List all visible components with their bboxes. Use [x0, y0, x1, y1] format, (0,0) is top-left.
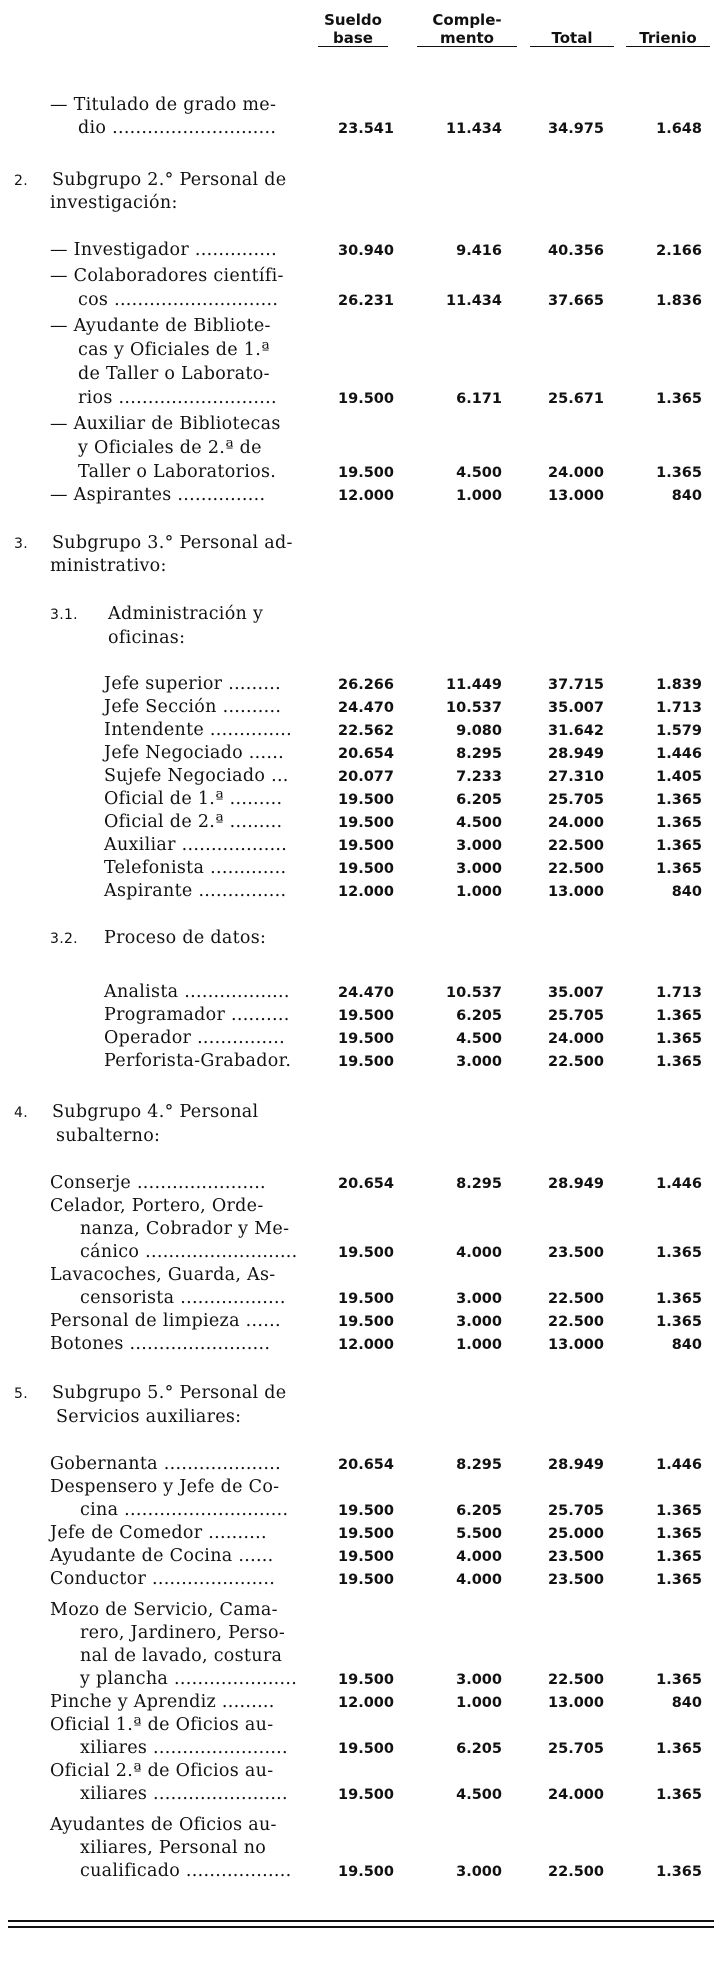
row-label: Jefe de Comedor .......... [50, 1523, 267, 1543]
row-label: Conserje ...................... [50, 1173, 266, 1193]
table-row [0, 1546, 721, 1570]
row-label-line [0, 1219, 721, 1243]
trienio-value: 1.365 [656, 1245, 702, 1261]
complemento-value: 6.205 [456, 792, 502, 808]
sueldo-base-value: 24.470 [338, 985, 394, 1001]
header-trienio [626, 28, 710, 47]
row-label: xiliares ....................... [80, 1784, 288, 1804]
row-label: Ayudante de Cocina ...... [50, 1546, 274, 1566]
complemento-value: 1.000 [456, 884, 502, 900]
row-label: — Auxiliar de Bibliotecas [50, 414, 281, 434]
row-label: Taller o Laboratorios. [78, 462, 277, 482]
table-row [0, 1242, 721, 1266]
row-label: Jefe superior ......... [104, 674, 281, 694]
section-number: 3. [14, 536, 28, 552]
total-value: 28.949 [548, 746, 604, 762]
trienio-value: 1.713 [656, 700, 702, 716]
sueldo-base-value: 20.654 [338, 1176, 394, 1192]
row-label: Jefe Negociado ...... [104, 743, 284, 763]
table-row [0, 697, 721, 721]
trienio-value: 1.365 [656, 1787, 702, 1803]
trienio-value: 1.365 [656, 1864, 702, 1880]
row-label: — Colaboradores científi- [50, 266, 284, 286]
table-row [0, 982, 721, 1006]
total-value: 22.500 [548, 1314, 604, 1330]
table-row [0, 290, 721, 314]
sueldo-base-value: 24.470 [338, 700, 394, 716]
table-row [0, 1500, 721, 1524]
table-row [0, 1861, 721, 1885]
table-row [0, 1028, 721, 1052]
complemento-value: 6.205 [456, 1503, 502, 1519]
section-heading [0, 604, 721, 628]
row-label: Personal de limpieza ...... [50, 1311, 281, 1331]
trienio-value: 1.405 [656, 769, 702, 785]
row-label-line [0, 1623, 721, 1647]
complemento-value: 1.000 [456, 1695, 502, 1711]
row-label: Oficial 2.ª de Oficios au- [50, 1761, 274, 1781]
table-row [0, 881, 721, 905]
row-label: Programador .......... [104, 1005, 290, 1025]
complemento-value: 3.000 [456, 1672, 502, 1688]
total-value: 31.642 [548, 723, 604, 739]
complemento-value: 4.000 [456, 1572, 502, 1588]
total-value: 13.000 [548, 488, 604, 504]
row-label: investigación: [50, 193, 178, 213]
row-label: Ayudantes de Oficios au- [50, 1815, 277, 1835]
complemento-value: 4.500 [456, 815, 502, 831]
row-label: Gobernanta .................... [50, 1454, 281, 1474]
sueldo-base-value: 19.500 [338, 1245, 394, 1261]
row-label: Conductor ..................... [50, 1569, 276, 1589]
row-label: Celador, Portero, Orde- [50, 1196, 264, 1216]
complemento-value: 9.080 [456, 723, 502, 739]
row-label: y Oficiales de 2.ª de [78, 438, 262, 458]
row-label: Subgrupo 3.° Personal ad- [52, 533, 293, 553]
table-row [0, 789, 721, 813]
sueldo-base-value: 19.500 [338, 1672, 394, 1688]
complemento-value: 11.434 [446, 121, 502, 137]
total-value: 22.500 [548, 861, 604, 877]
table-row [0, 1173, 721, 1197]
row-label-line [0, 1838, 721, 1862]
header-total-label: Total [530, 30, 614, 47]
sueldo-base-value: 19.500 [338, 1526, 394, 1542]
total-value: 24.000 [548, 1787, 604, 1803]
sueldo-base-value: 30.940 [338, 243, 394, 259]
trienio-value: 1.713 [656, 985, 702, 1001]
row-label: Oficial de 2.ª ......... [104, 812, 283, 832]
section-number: 2. [14, 173, 28, 189]
row-label: subalterno: [56, 1126, 161, 1146]
row-label-line [0, 364, 721, 388]
total-value: 35.007 [548, 700, 604, 716]
complemento-value: 6.205 [456, 1741, 502, 1757]
row-label: nanza, Cobrador y Me- [80, 1219, 290, 1239]
total-value: 22.500 [548, 1864, 604, 1880]
trienio-value: 1.365 [656, 1526, 702, 1542]
sueldo-base-value: 19.500 [338, 1291, 394, 1307]
row-label-line [0, 266, 721, 290]
total-value: 25.705 [548, 1741, 604, 1757]
total-value: 25.705 [548, 1503, 604, 1519]
row-label: Botones ........................ [50, 1334, 271, 1354]
row-label: Subgrupo 2.° Personal de [52, 170, 287, 190]
row-label-line [0, 95, 721, 119]
complemento-value: 7.233 [456, 769, 502, 785]
trienio-value: 1.836 [656, 293, 702, 309]
bottom-rule-1 [8, 1920, 714, 1922]
trienio-value: 840 [671, 488, 702, 504]
total-value: 28.949 [548, 1176, 604, 1192]
sueldo-base-value: 19.500 [338, 1741, 394, 1757]
row-label: de Taller o Laborato- [78, 364, 270, 384]
row-label-line [0, 1477, 721, 1501]
table-row [0, 485, 721, 509]
row-label-line [0, 1265, 721, 1289]
table-row [0, 858, 721, 882]
sueldo-base-value: 19.500 [338, 1314, 394, 1330]
complemento-value: 6.171 [456, 391, 502, 407]
row-label: — Investigador .............. [50, 240, 277, 260]
trienio-value: 840 [671, 1337, 702, 1353]
row-label: cos ............................ [78, 290, 279, 310]
complemento-value: 11.434 [446, 293, 502, 309]
total-value: 24.000 [548, 1031, 604, 1047]
total-value: 35.007 [548, 985, 604, 1001]
row-label-line [0, 1815, 721, 1839]
total-value: 23.500 [548, 1549, 604, 1565]
sueldo-base-value: 19.500 [338, 1572, 394, 1588]
complemento-value: 4.500 [456, 1787, 502, 1803]
trienio-value: 1.365 [656, 1503, 702, 1519]
table-row [0, 1454, 721, 1478]
trienio-value: 1.365 [656, 1054, 702, 1070]
section-number: 4. [14, 1105, 28, 1121]
row-label: — Aspirantes ............... [50, 485, 266, 505]
table-row [0, 1051, 721, 1075]
table-row [0, 835, 721, 859]
table-row [0, 1784, 721, 1808]
header-sueldo-line2: base [318, 30, 388, 47]
section-heading [0, 928, 721, 952]
total-value: 13.000 [548, 1337, 604, 1353]
sueldo-base-value: 26.231 [338, 293, 394, 309]
table-row [0, 812, 721, 836]
complemento-value: 5.500 [456, 1526, 502, 1542]
header-trienio-label: Trienio [626, 30, 710, 47]
row-label: — Titulado de grado me- [50, 95, 277, 115]
total-value: 28.949 [548, 1457, 604, 1473]
complemento-value: 1.000 [456, 488, 502, 504]
sueldo-base-value: 12.000 [338, 488, 394, 504]
sueldo-base-value: 19.500 [338, 1031, 394, 1047]
trienio-value: 1.365 [656, 1031, 702, 1047]
total-value: 13.000 [548, 1695, 604, 1711]
sueldo-base-value: 19.500 [338, 391, 394, 407]
total-value: 27.310 [548, 769, 604, 785]
section-heading [0, 1102, 721, 1126]
trienio-value: 1.365 [656, 1741, 702, 1757]
trienio-value: 1.365 [656, 792, 702, 808]
section-heading [0, 1407, 721, 1431]
table-row [0, 1738, 721, 1762]
complemento-value: 6.205 [456, 1008, 502, 1024]
table-row [0, 1523, 721, 1547]
complemento-value: 4.500 [456, 1031, 502, 1047]
sueldo-base-value: 19.500 [338, 465, 394, 481]
row-label: rios ........................... [78, 388, 277, 408]
trienio-value: 1.365 [656, 838, 702, 854]
table-row [0, 766, 721, 790]
trienio-value: 1.446 [656, 746, 702, 762]
table-row [0, 1311, 721, 1335]
row-label: dio ............................ [78, 118, 277, 138]
table-row [0, 1005, 721, 1029]
row-label-line [0, 1646, 721, 1670]
row-label: ministrativo: [50, 556, 167, 576]
row-label: y plancha ..................... [80, 1669, 298, 1689]
trienio-value: 1.365 [656, 1314, 702, 1330]
row-label: Despensero y Jefe de Co- [50, 1477, 280, 1497]
section-number: 3.1. [50, 607, 78, 623]
row-label: censorista .................. [80, 1288, 286, 1308]
sueldo-base-value: 22.562 [338, 723, 394, 739]
section-heading [0, 556, 721, 580]
row-label: cualificado .................. [80, 1861, 292, 1881]
table-row [0, 1692, 721, 1716]
total-value: 22.500 [548, 1291, 604, 1307]
row-label: Subgrupo 4.° Personal [52, 1102, 259, 1122]
total-value: 25.705 [548, 1008, 604, 1024]
total-value: 25.671 [548, 391, 604, 407]
complemento-value: 4.500 [456, 465, 502, 481]
table-row [0, 1569, 721, 1593]
section-heading [0, 628, 721, 652]
row-label: Aspirante ............... [104, 881, 287, 901]
trienio-value: 1.648 [656, 121, 702, 137]
row-label: Intendente .............. [104, 720, 293, 740]
total-value: 23.500 [548, 1245, 604, 1261]
sueldo-base-value: 19.500 [338, 815, 394, 831]
row-label: Pinche y Aprendiz ......... [50, 1692, 275, 1712]
complemento-value: 10.537 [446, 985, 502, 1001]
complemento-value: 9.416 [456, 243, 502, 259]
sueldo-base-value: 12.000 [338, 884, 394, 900]
section-heading [0, 1126, 721, 1150]
trienio-value: 1.365 [656, 1672, 702, 1688]
header-sueldo-base [318, 12, 388, 47]
row-label: Proceso de datos: [104, 928, 267, 948]
sueldo-base-value: 19.500 [338, 861, 394, 877]
complemento-value: 3.000 [456, 861, 502, 877]
table-row [0, 1334, 721, 1358]
trienio-value: 1.365 [656, 861, 702, 877]
sueldo-base-value: 19.500 [338, 1054, 394, 1070]
total-value: 24.000 [548, 465, 604, 481]
row-label: oficinas: [108, 628, 186, 648]
trienio-value: 1.365 [656, 1572, 702, 1588]
table-row [0, 1288, 721, 1312]
total-value: 23.500 [548, 1572, 604, 1588]
total-value: 22.500 [548, 838, 604, 854]
row-label: cas y Oficiales de 1.ª [78, 340, 270, 360]
trienio-value: 1.365 [656, 391, 702, 407]
complemento-value: 3.000 [456, 838, 502, 854]
total-value: 37.715 [548, 677, 604, 693]
row-label: Mozo de Servicio, Cama- [50, 1600, 278, 1620]
row-label: cánico .......................... [80, 1242, 298, 1262]
sueldo-base-value: 19.500 [338, 1008, 394, 1024]
complemento-value: 8.295 [456, 1457, 502, 1473]
complemento-value: 8.295 [456, 746, 502, 762]
sueldo-base-value: 20.654 [338, 1457, 394, 1473]
trienio-value: 1.446 [656, 1457, 702, 1473]
complemento-value: 3.000 [456, 1314, 502, 1330]
complemento-value: 4.000 [456, 1549, 502, 1565]
sueldo-base-value: 19.500 [338, 1787, 394, 1803]
trienio-value: 1.365 [656, 1291, 702, 1307]
trienio-value: 840 [671, 1695, 702, 1711]
trienio-value: 1.365 [656, 1008, 702, 1024]
row-label: Operador ............... [104, 1028, 286, 1048]
table-row [0, 1669, 721, 1693]
total-value: 25.705 [548, 792, 604, 808]
complemento-value: 3.000 [456, 1054, 502, 1070]
total-value: 37.665 [548, 293, 604, 309]
row-label-line [0, 1715, 721, 1739]
section-heading [0, 1383, 721, 1407]
header-total [530, 28, 614, 47]
row-label-line [0, 438, 721, 462]
total-value: 22.500 [548, 1672, 604, 1688]
table-row [0, 388, 721, 412]
trienio-value: 1.579 [656, 723, 702, 739]
total-value: 22.500 [548, 1054, 604, 1070]
table-row [0, 462, 721, 486]
row-label: Perforista-Grabador. [104, 1051, 292, 1071]
trienio-value: 1.365 [656, 815, 702, 831]
row-label: cina ............................ [80, 1500, 289, 1520]
sueldo-base-value: 20.077 [338, 769, 394, 785]
total-value: 40.356 [548, 243, 604, 259]
row-label: Sujefe Negociado ... [104, 766, 289, 786]
header-complemento [417, 12, 517, 47]
section-heading [0, 170, 721, 194]
row-label: rero, Jardinero, Perso- [80, 1623, 286, 1643]
trienio-value: 2.166 [656, 243, 702, 259]
complemento-value: 4.000 [456, 1245, 502, 1261]
sueldo-base-value: 19.500 [338, 838, 394, 854]
row-label: Analista .................. [104, 982, 290, 1002]
complemento-value: 8.295 [456, 1176, 502, 1192]
trienio-value: 1.446 [656, 1176, 702, 1192]
trienio-value: 840 [671, 884, 702, 900]
sueldo-base-value: 19.500 [338, 1864, 394, 1880]
sueldo-base-value: 12.000 [338, 1337, 394, 1353]
trienio-value: 1.365 [656, 465, 702, 481]
header-compl-line2: mento [417, 30, 517, 47]
total-value: 34.975 [548, 121, 604, 137]
section-heading [0, 193, 721, 217]
section-heading [0, 533, 721, 557]
row-label: Jefe Sección .......... [104, 697, 282, 717]
total-value: 24.000 [548, 815, 604, 831]
row-label: — Ayudante de Bibliote- [50, 316, 271, 336]
complemento-value: 3.000 [456, 1291, 502, 1307]
sueldo-base-value: 23.541 [338, 121, 394, 137]
row-label-line [0, 414, 721, 438]
complemento-value: 10.537 [446, 700, 502, 716]
row-label: Oficial 1.ª de Oficios au- [50, 1715, 274, 1735]
sueldo-base-value: 26.266 [338, 677, 394, 693]
sueldo-base-value: 19.500 [338, 792, 394, 808]
row-label: Subgrupo 5.° Personal de [52, 1383, 287, 1403]
row-label: nal de lavado, costura [80, 1646, 283, 1666]
trienio-value: 1.839 [656, 677, 702, 693]
row-label-line [0, 340, 721, 364]
sueldo-base-value: 19.500 [338, 1503, 394, 1519]
complemento-value: 3.000 [456, 1864, 502, 1880]
row-label: Servicios auxiliares: [56, 1407, 242, 1427]
sueldo-base-value: 20.654 [338, 746, 394, 762]
table-row [0, 720, 721, 744]
header-sueldo-line1: Sueldo [324, 11, 382, 29]
row-label-line [0, 1600, 721, 1624]
table-row [0, 118, 721, 142]
total-value: 13.000 [548, 884, 604, 900]
sueldo-base-value: 12.000 [338, 1695, 394, 1711]
sueldo-base-value: 19.500 [338, 1549, 394, 1565]
row-label-line [0, 1196, 721, 1220]
total-value: 25.000 [548, 1526, 604, 1542]
table-row [0, 674, 721, 698]
row-label: Oficial de 1.ª ......... [104, 789, 283, 809]
row-label: Auxiliar .................. [104, 835, 288, 855]
row-label-line [0, 316, 721, 340]
trienio-value: 1.365 [656, 1549, 702, 1565]
row-label: xiliares ....................... [80, 1738, 288, 1758]
complemento-value: 1.000 [456, 1337, 502, 1353]
section-number: 5. [14, 1386, 28, 1402]
row-label: xiliares, Personal no [80, 1838, 267, 1858]
row-label: Telefonista ............. [104, 858, 287, 878]
complemento-value: 11.449 [446, 677, 502, 693]
header-compl-line1: Comple- [432, 11, 502, 29]
row-label: Administración y [108, 604, 264, 624]
row-label: Lavacoches, Guarda, As- [50, 1265, 276, 1285]
table-row [0, 240, 721, 264]
section-number: 3.2. [50, 931, 78, 947]
table-row [0, 743, 721, 767]
bottom-rule-2 [8, 1926, 714, 1928]
row-label-line [0, 1761, 721, 1785]
